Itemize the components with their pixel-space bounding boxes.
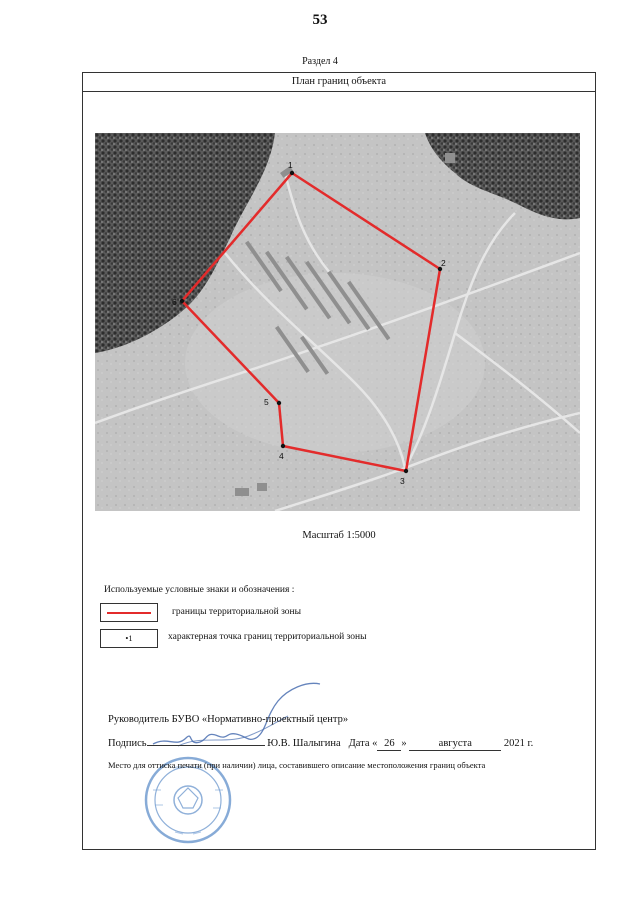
signatory-name: Ю.В. Шалыгина <box>267 738 341 749</box>
legend-symbol-boundary <box>100 603 158 622</box>
legend-symbol-point <box>100 629 158 648</box>
boundary-point-6 <box>180 299 184 303</box>
legend-title: Используемые условные знаки и обозначения : <box>104 585 295 595</box>
scale-label: Масштаб 1:5000 <box>302 530 376 541</box>
point-marker-icon: •1 <box>125 633 133 643</box>
map-image <box>95 133 580 511</box>
date-mid: » <box>401 738 407 749</box>
date-month: августа <box>409 738 501 751</box>
red-line-icon <box>107 612 151 614</box>
point-label-3: 3 <box>400 476 405 486</box>
signature-prefix: Подпись <box>108 738 147 749</box>
point-label-2: 2 <box>441 258 446 268</box>
boundary-point-5 <box>277 401 281 405</box>
point-label-4: 4 <box>279 451 284 461</box>
boundary-point-3 <box>404 469 408 473</box>
signature-line <box>108 738 533 751</box>
stamp-note: Место для оттиска печати (при наличии) лица, составившего описание местоположения границ объекта <box>108 760 486 770</box>
date-year: 2021 г. <box>503 738 534 749</box>
section-label: Раздел 4 <box>302 56 338 67</box>
boundary-point-4 <box>281 444 285 448</box>
point-label-5: 5 <box>264 397 269 407</box>
legend-label-point: характерная точка границ территориальной зоны <box>168 632 367 642</box>
point-label-6: 6 <box>172 297 177 307</box>
legend-label-boundary: границы территориальной зоны <box>172 607 302 617</box>
boundary-point-1 <box>290 171 294 175</box>
plan-title: План границ объекта <box>82 72 596 92</box>
date-prefix: Дата « <box>348 738 378 749</box>
signature-blank <box>147 745 265 746</box>
head-title-line: Руководитель БУВО «Нормативно-проектный центр» <box>108 714 349 725</box>
page-number: 53 <box>312 12 328 28</box>
aerial-map <box>95 133 580 511</box>
date-day: 26 <box>377 738 401 751</box>
point-label-1: 1 <box>288 160 293 170</box>
